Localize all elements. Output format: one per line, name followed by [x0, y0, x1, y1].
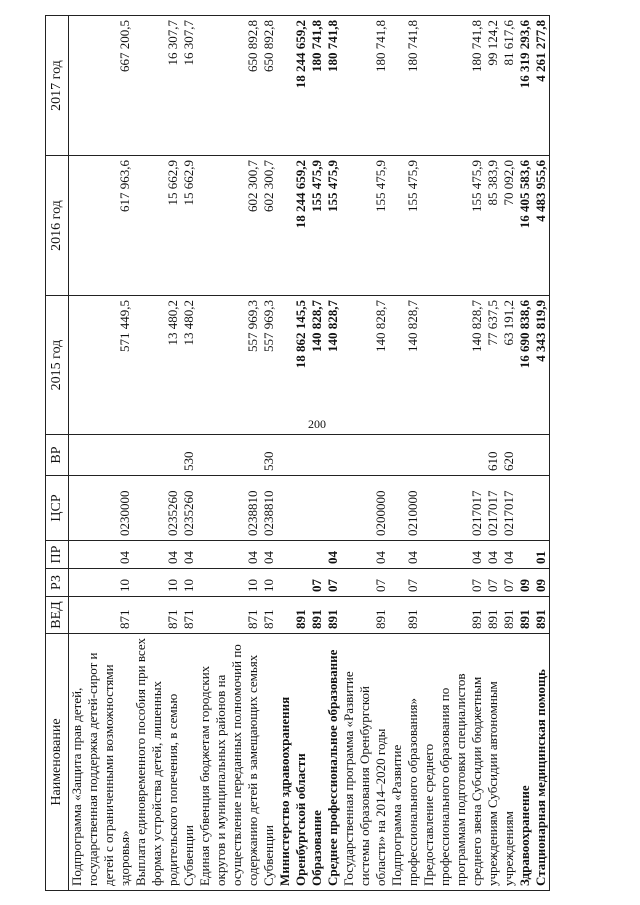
cell-vr: 530 [181, 435, 197, 476]
table-row [261, 16, 277, 891]
table-row [421, 16, 517, 891]
cell-rz [277, 569, 309, 597]
cell-name: Предоставление среднего профессионального образования по программам подготовки специалистов среднего звена Субсидии бюджетным учреждениям Субсидии автономным учреждениям [421, 634, 517, 891]
cell-pr: 04 [341, 541, 389, 569]
table-row [389, 16, 421, 891]
cell-vr [277, 435, 309, 476]
cell-rz: 07 07 07 [421, 569, 517, 597]
cell-pr [517, 541, 533, 569]
cell-rz: 07 [309, 569, 325, 597]
cell-2017: 16 307,7 [133, 16, 181, 156]
cell-2017: 180 741,8 99 124,2 81 617,6 [421, 16, 517, 156]
cell-rz: 09 [517, 569, 533, 597]
cell-rz: 07 [341, 569, 389, 597]
cell-ved: 871 [197, 597, 261, 634]
cell-name: Субвенции [181, 634, 197, 891]
table-row [69, 16, 134, 891]
cell-csr [325, 476, 341, 541]
cell-2016: 155 475,9 [325, 156, 341, 296]
cell-vr [133, 435, 181, 476]
table-row [533, 16, 550, 891]
cell-2015: 140 828,7 [325, 296, 341, 435]
cell-vr: 530 [261, 435, 277, 476]
cell-csr [309, 476, 325, 541]
cell-2016: 4 483 955,6 [533, 156, 550, 296]
cell-pr: 04 [389, 541, 421, 569]
cell-2017: 180 741,8 [309, 16, 325, 156]
cell-pr: 04 [133, 541, 181, 569]
cell-ved: 891 [309, 597, 325, 634]
header-2015: 2015 год [46, 296, 69, 435]
cell-2016: 155 475,9 85 383,9 70 092,0 [421, 156, 517, 296]
budget-table [45, 15, 550, 891]
cell-rz: 09 [533, 569, 550, 597]
cell-2015: 557 969,3 [197, 296, 261, 435]
cell-2016: 155 475,9 [389, 156, 421, 296]
cell-ved: 891 [341, 597, 389, 634]
cell-2017: 16 319 293,6 [517, 16, 533, 156]
cell-2017: 180 741,8 [389, 16, 421, 156]
cell-name: Подпрограмма «Развитие профессионального образования» [389, 634, 421, 891]
cell-ved: 891 [389, 597, 421, 634]
cell-ved: 891 [325, 597, 341, 634]
page-number: 200 [308, 417, 326, 431]
cell-ved: 891 [533, 597, 550, 634]
cell-name: Государственная программа «Развитие системы образования Оренбургской области» на 2014–2020 годы [341, 634, 389, 891]
table-row [341, 16, 389, 891]
cell-name: Единая субвенция бюджетам городских округов и муниципальных районов на осуществление переданных полномочий по содержанию детей в замещающих семьях [197, 634, 261, 891]
cell-2017: 650 892,8 [197, 16, 261, 156]
cell-ved: 891 891 891 [421, 597, 517, 634]
cell-csr: 0235260 [133, 476, 181, 541]
table-row [197, 16, 261, 891]
cell-2017: 650 892,8 [261, 16, 277, 156]
table-header-row [46, 16, 69, 891]
cell-pr: 04 [325, 541, 341, 569]
cell-2016: 15 662,9 [133, 156, 181, 296]
cell-2015: 18 862 145,5 [277, 296, 309, 435]
cell-2015: 13 480,2 [133, 296, 181, 435]
cell-2017: 667 200,5 [69, 16, 134, 156]
cell-pr [277, 541, 309, 569]
cell-vr [389, 435, 421, 476]
cell-csr: 0200000 [341, 476, 389, 541]
cell-2016: 617 963,6 [69, 156, 134, 296]
cell-2015: 140 828,7 [309, 296, 325, 435]
cell-2016: 16 405 583,6 [517, 156, 533, 296]
cell-2016: 155 475,9 [341, 156, 389, 296]
header-2017: 2017 год [46, 16, 69, 156]
cell-2015: 16 690 838,6 [517, 296, 533, 435]
cell-ved: 871 [133, 597, 181, 634]
cell-2017: 180 741,8 [341, 16, 389, 156]
cell-ved: 871 [181, 597, 197, 634]
cell-2017: 18 244 659,2 [277, 16, 309, 156]
cell-pr [309, 541, 325, 569]
cell-ved: 871 [261, 597, 277, 634]
cell-name: Министерство здравоохранения Оренбургской области [277, 634, 309, 891]
cell-vr [325, 435, 341, 476]
table-row [325, 16, 341, 891]
table-row [133, 16, 181, 891]
cell-name: Образование [309, 634, 325, 891]
cell-rz: 07 [389, 569, 421, 597]
table-row [517, 16, 533, 891]
cell-pr: 04 [69, 541, 134, 569]
cell-vr [533, 435, 550, 476]
cell-pr: 04 04 04 [421, 541, 517, 569]
cell-vr [517, 435, 533, 476]
cell-rz: 10 [261, 569, 277, 597]
cell-2015: 4 343 819,9 [533, 296, 550, 435]
cell-pr: 01 [533, 541, 550, 569]
cell-2015: 571 449,5 [69, 296, 134, 435]
cell-2016: 18 244 659,2 [277, 156, 309, 296]
cell-vr [309, 435, 325, 476]
cell-2016: 602 300,7 [197, 156, 261, 296]
table-row [277, 16, 309, 891]
cell-rz: 07 [325, 569, 341, 597]
cell-csr: 0230000 [69, 476, 134, 541]
table-row [181, 16, 197, 891]
cell-csr: 0238810 [261, 476, 277, 541]
table-body [69, 16, 550, 891]
cell-name: Выплата единовременного пособия при всех формах устройства детей, лишенных родительского попечения, в семью [133, 634, 181, 891]
cell-name: Субвенции [261, 634, 277, 891]
rotated-page-content [45, 16, 590, 891]
cell-2016: 15 662,9 [181, 156, 197, 296]
cell-vr: 610 620 [421, 435, 517, 476]
header-name: Наименование [46, 634, 69, 891]
cell-2015: 140 828,7 [389, 296, 421, 435]
cell-pr: 04 [261, 541, 277, 569]
cell-2015: 557 969,3 [261, 296, 277, 435]
cell-pr: 04 [181, 541, 197, 569]
cell-rz: 10 [181, 569, 197, 597]
cell-2015: 13 480,2 [181, 296, 197, 435]
header-ved: ВЕД [46, 597, 69, 634]
header-csr: ЦСР [46, 476, 69, 541]
cell-vr [197, 435, 261, 476]
cell-csr [517, 476, 533, 541]
cell-2017: 16 307,7 [181, 16, 197, 156]
cell-vr [341, 435, 389, 476]
cell-ved: 891 [517, 597, 533, 634]
cell-name: Среднее профессиональное образование [325, 634, 341, 891]
cell-name: Стационарная медицинская помощь [533, 634, 550, 891]
cell-rz: 10 [133, 569, 181, 597]
cell-2016: 155 475,9 [309, 156, 325, 296]
cell-2015: 140 828,7 [341, 296, 389, 435]
cell-rz: 10 [197, 569, 261, 597]
cell-ved: 891 [277, 597, 309, 634]
cell-name: Подпрограмма «Защита прав детей, государственная поддержка детей-сирот и детей с ограниченными возможностями здоровья» [69, 634, 134, 891]
header-pr: ПР [46, 541, 69, 569]
cell-2016: 602 300,7 [261, 156, 277, 296]
cell-rz: 10 [69, 569, 134, 597]
cell-csr: 0217017 0217017 0217017 [421, 476, 517, 541]
cell-ved: 871 [69, 597, 134, 634]
cell-name: Здравоохранение [517, 634, 533, 891]
cell-2015: 140 828,7 77 637,5 63 191,2 [421, 296, 517, 435]
header-vr: ВР [46, 435, 69, 476]
cell-csr: 0238810 [197, 476, 261, 541]
cell-csr: 0235260 [181, 476, 197, 541]
cell-csr: 0210000 [389, 476, 421, 541]
cell-2017: 180 741,8 [325, 16, 341, 156]
header-2016: 2016 год [46, 156, 69, 296]
table-row [309, 16, 325, 891]
cell-csr [533, 476, 550, 541]
cell-csr [277, 476, 309, 541]
cell-pr: 04 [197, 541, 261, 569]
cell-vr [69, 435, 134, 476]
cell-2017: 4 261 277,8 [533, 16, 550, 156]
header-rz: РЗ [46, 569, 69, 597]
